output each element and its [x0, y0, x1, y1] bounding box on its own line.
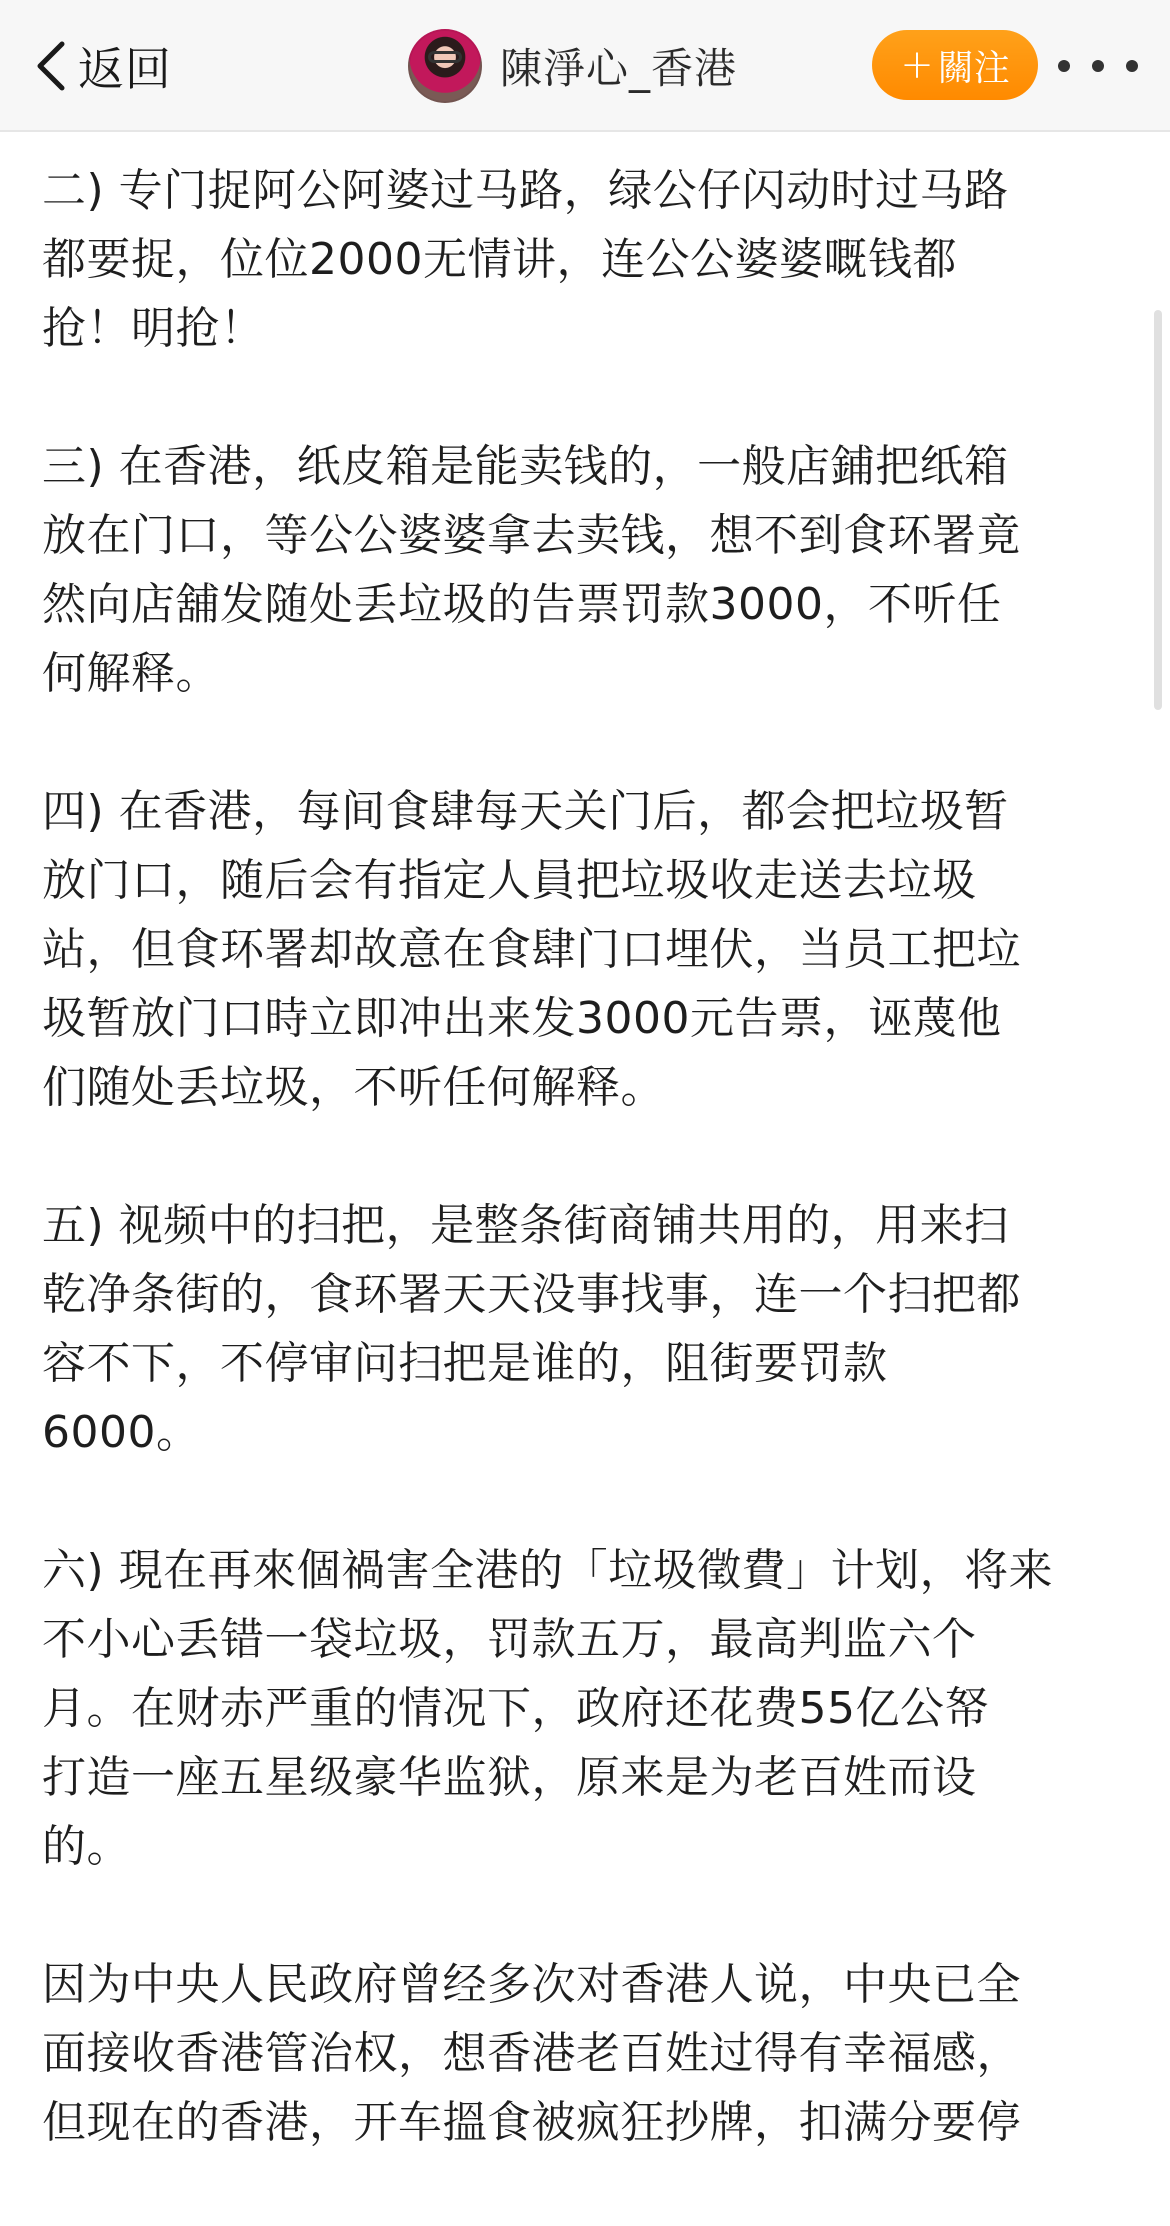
profile-header[interactable]	[408, 28, 737, 104]
more-options-button[interactable]	[1058, 38, 1138, 94]
post-paragraph: 五) 视频中的扫把，是整条街商铺共用的，用来扫 乾净条街的，食环署天天没事找事，连一个扫把都 容不下，不停审问扫把是谁的，阻街要罚款 6000。	[42, 1200, 1021, 1458]
follow-button[interactable]	[872, 30, 1038, 100]
top-bar	[0, 0, 1170, 132]
plus-icon: +	[900, 42, 934, 88]
back-label: 返回	[78, 42, 172, 96]
post-paragraph: 因为中央人民政府曾经多次对香港人说，中央已全 面接收香港管治权，想香港老百姓过得有幸福感， 但现在的香港，开车搵食被疯狂抄牌，扣满分要停	[42, 1959, 1021, 2148]
ellipsis-dot	[1126, 60, 1138, 72]
post-paragraph: 二) 专门捉阿公阿婆过马路，绿公仔闪动时过马路 都要捉，位位2000无情讲，连公公婆婆嘅钱都 抢！明抢！	[42, 165, 1009, 354]
post-paragraph: 四) 在香港，每间食肆每天关门后，都会把垃圾暂 放门口，随后会有指定人員把垃圾收走送去垃圾 站，但食环署却故意在食肆门口埋伏，当员工把垃 圾暂放门口時立即冲出来发3000元告票，诬蔑他 们随处丢垃圾，不听任何解释。	[42, 786, 1021, 1113]
post-body	[42, 156, 1132, 2226]
back-button[interactable]	[32, 28, 172, 104]
follow-label: 關注	[937, 47, 1010, 89]
post-paragraph: 六) 現在再來個禍害全港的「垃圾徵費」计划，将来 不小心丢错一袋垃圾，罚款五万，最高判监六个 月。在财赤严重的情况下，政府还花费55亿公帑 打造一座五星级豪华监狱，原来是为老百姓而设 的。	[42, 1545, 1054, 1872]
ellipsis-dot	[1092, 60, 1104, 72]
post-paragraph: 三) 在香港，纸皮箱是能卖钱的，一般店鋪把纸箱 放在门口，等公公婆婆拿去卖钱，想不到食环署竟 然向店舖发随处丢垃圾的告票罚款3000，不听任 何解释。	[42, 441, 1021, 699]
ellipsis-horizontal-icon	[1058, 60, 1070, 72]
profile-name[interactable]: 陳淨心_香港	[500, 44, 738, 93]
scrollbar[interactable]	[1154, 310, 1162, 710]
avatar[interactable]	[408, 29, 482, 103]
chevron-left-icon	[32, 36, 72, 96]
